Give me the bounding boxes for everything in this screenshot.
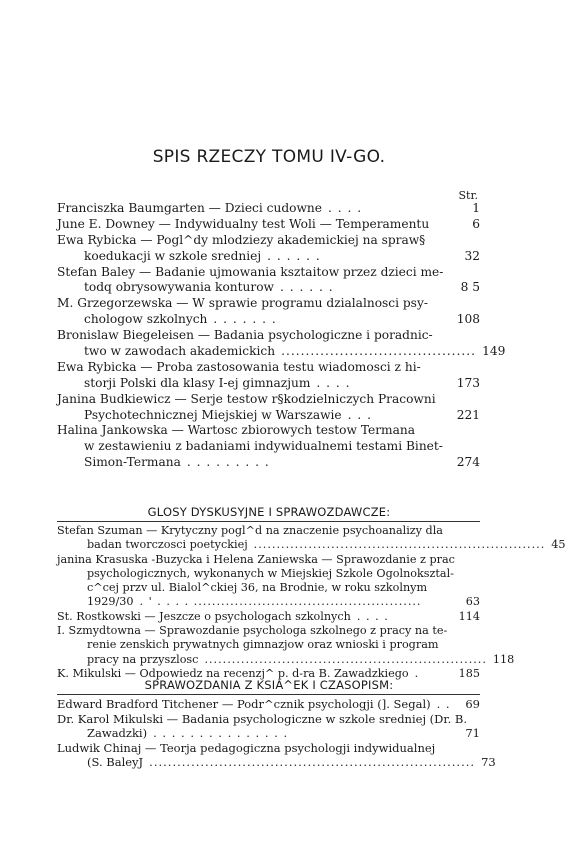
entry-last-line [57,249,480,265]
entry-last-line [57,610,480,624]
entry-text-line: koedukacji w szkole sredniej [84,248,262,263]
page-number: 73 [481,755,496,770]
entry-last-line [57,595,480,609]
entry-text-line: K. Mikulski — Odpowiedz na recenzj^ p. d-ra B. Zawadzkiego [57,666,409,680]
section-divider [57,521,480,522]
entry-text-line: renie zenskich prywatnych gimnazjow oraz wnioski i program [87,638,439,652]
entry-text-line: two w zawodach akademickich [84,344,276,359]
page-number: 45 [551,538,566,552]
entry-text-line: Edward Bradford Titchener — Podr^cznik psychologji (]. Segal) [57,697,431,711]
entry-text-line: Ewa Rybicka — Proba zastosowania testu wiadomosci z hi- [57,359,421,374]
leader-dots: .............................................................. [204,652,487,666]
entry-last-line [57,755,496,770]
main-contents-list [57,201,506,471]
entry-text-line: Ludwik Chinaj — Teorja pedagogiczna psychologji indywidualnej [57,740,436,755]
toc-entry [57,610,480,624]
toc-entry [57,392,480,424]
entry-text-line: Simon-Termana [84,455,181,470]
entry-last-line [57,280,480,296]
page-column-label: Str. [458,189,478,202]
entry-last-line [57,217,480,233]
toc-entry [57,233,480,265]
toc-entry [57,524,566,553]
leader-dots: ...................................................................... [149,755,476,770]
entry-text-line: I. Szmydtowna — Sprawozdanie psychologa szkolnego z pracy na te- [57,624,448,638]
entry-text-line: Halina Jankowska — Wartosc zbiorowych testow Termana [57,423,415,438]
section-heading-discussion: GLOSY DYSKUSYJNE I SPRAWOZDAWCZE: [147,505,391,519]
page-number: 185 [458,666,480,680]
entry-text-line: Zawadzki) [87,726,148,741]
leader-dots: . . . . [327,201,363,215]
leader-dots: ................................................................ [253,538,546,552]
page-number: 149 [482,344,506,359]
page-number: 71 [465,726,480,741]
toc-entry [57,740,496,770]
entry-last-line [57,697,480,712]
entry-text-line: badan tworczosci poetyckiej [87,538,248,552]
entry-text-line: chologow szkolnych [84,312,208,327]
entry-last-line [57,201,480,217]
leader-dots: . . . . . . [267,248,321,263]
entry-text-line: Ewa Rybicka — Pogl^dy mlodziezy akademickiej na spraw§ [57,232,426,247]
entry-last-line [57,726,480,741]
entry-text-line: Dr. Karol Mikulski — Badania psychologiczne w szkole sredniej (Dr. B. [57,711,468,726]
leader-dots: . . . . [356,609,389,623]
page-number: 69 [465,697,480,711]
leader-dots: . . . . . . . [213,312,277,327]
entry-text-line: Stefan Szuman — Krytyczny pogl^d na znaczenie psychoanalizy dla [57,524,443,537]
toc-entry [57,201,480,217]
entry-text-line: janina Krasuska -Buzycka i Helena Zaniewska — Sprawozdanie z prac [57,552,455,566]
entry-text-line: (S. BaleyJ [87,755,144,770]
entry-text-line: M. Grzegorzewska — W sprawie programu dzialalnosci psy- [57,296,428,311]
page-number: 114 [458,609,480,623]
toc-entry [57,423,480,471]
entry-text-line: June E. Downey — Indywidualny test Woli — Temperamentu [57,216,430,231]
leader-dots: . . . . . . . . . . . . . . . [153,726,289,741]
page-number: 118 [492,652,515,666]
page-number: 108 [456,312,480,327]
entry-text-line: Bronislaw Biegeleisen — Badania psychologiczne i poradnic- [57,328,433,343]
page-title: SPIS RZECZY TOMU IV-GO. [152,147,386,167]
page-number: 173 [456,375,480,390]
entry-text-line: storji Polski dla klasy I-ej gimnazjum [84,375,311,390]
entry-last-line [57,538,566,552]
entry-text-line: psychologicznych, wykonanych w Miejskiej Szkole Ogolnoksztal- [87,566,454,580]
toc-entry [57,265,480,297]
page-number: 63 [465,595,480,609]
page-number: 274 [456,455,480,470]
page-number: 1 [472,201,480,215]
entry-text-line: todq obrysowywania konturow [84,280,274,295]
page-number: 221 [456,407,480,422]
entry-text-line: c^cej przv ul. Bialol^ckiej 36, na Brodnie, w roku szkolnym [87,581,428,595]
leader-dots: . ' . . . . .................................................. [139,595,422,609]
leader-dots: . . [436,697,451,711]
section-heading-reviews: SPRAWOZDANIA Z KSIA^EK I CZASOPISM: [144,678,394,692]
toc-entry [57,328,506,360]
leader-dots: . . . . . . [279,280,334,295]
entry-text-line: Franciszka Baumgarten — Dzieci cudowne [57,201,322,215]
page-number: 32 [464,248,480,263]
page-number: 8 5 [460,280,480,295]
entry-text-line: 1929/30 [87,595,134,609]
toc-entry [57,360,480,392]
page-number: 6 [472,216,480,231]
entry-text-line: St. Rostkowski — Jeszcze o psychologach szkolnych [57,609,351,623]
entry-last-line [57,376,480,392]
toc-entry [57,624,515,667]
toc-entry [57,553,480,610]
toc-entry [57,217,480,233]
entry-text-line: pracy na przyszlosc [87,652,199,666]
entry-last-line [57,312,480,328]
toc-entry [57,296,480,328]
entry-last-line [57,455,480,471]
leader-dots: . . . . . . . . . [186,455,270,470]
entry-last-line [57,408,480,424]
toc-entry [57,697,480,712]
entry-text-line: Janina Budkiewicz — Serje testow r§kodzielniczych Pracowni [57,391,436,406]
entry-text-line: Psychotechnicznej Miejskiej w Warszawie [84,407,342,422]
discussion-contents-list [57,524,566,681]
entry-last-line [57,344,506,360]
entry-text-line: w zestawieniu z badaniami indywidualnemi testami Binet- [84,439,443,454]
leader-dots: . [414,666,420,680]
section-divider [57,694,480,695]
entry-text-line: Stefan Baley — Badanie ujmowania ksztaitow przez dzieci me- [57,264,444,279]
leader-dots: ........................................ [281,344,477,359]
leader-dots: . . . [347,407,373,422]
entry-last-line [57,652,515,667]
leader-dots: . . . . [316,375,351,390]
toc-entry [57,712,480,741]
reviews-contents-list [57,697,496,770]
